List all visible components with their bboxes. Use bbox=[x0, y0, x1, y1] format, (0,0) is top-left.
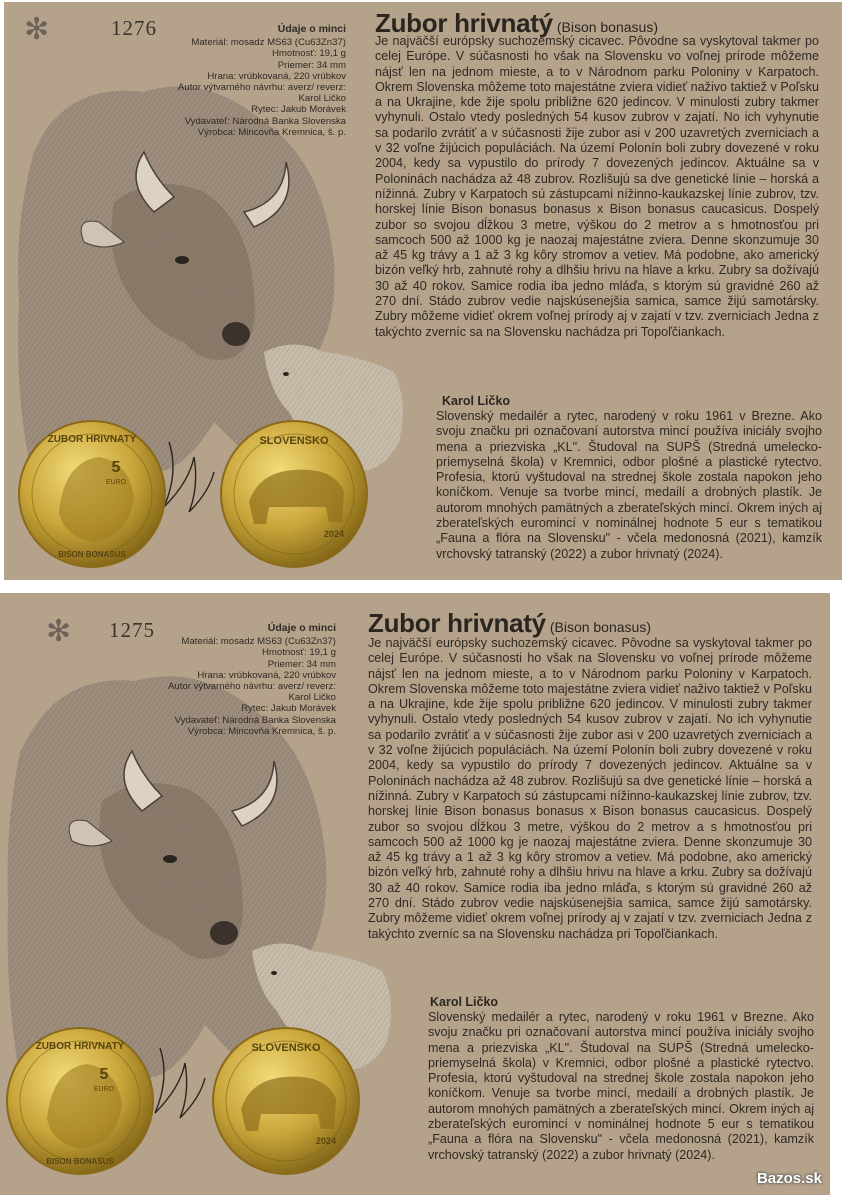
description-text: Je najväčší európsky suchozemský cicavec. Pôvodne sa vyskytoval takmer po celej Európe. V súčasnosti ho však na Slovensku vo voľnej prírode môžeme nájsť len na jednom mieste, a to v Národnom parku Poloniny v Karpatoch. Okrem Slovenska môžeme toto majestátne zviera vidieť naživo taktiež v Poľsku a na Ukrajine, kde žije spolu približne 620 jedincov. V minulosti zubry takmer vyhynuli. Ostalo vtedy posledných 54 kusov zubrov v zajatí. No ich vyhynutie sa podarilo zvrátiť a v súčasnosti žije zubor asi v 200 uzavretých zverniciach a v 32 voľne žijúcich populáciách. Na území Polonín boli zubry dovezené v roku 2004, kedy sa vypustilo do prírody 7 dovezených jedincov. Aktuálne sa v Poloninách nachádza až 48 zubrov. Rozlišujú sa dve genetické línie – horská a nížinná. Zubry v Karpatoch sú zástupcami nížinno-kaukazskej línie zubrov, tzv. horskej línie Bison bonasus bonasus x Bison bonasus caucasicus. Dospelý zubor so svojou dĺžkou 3 metre, výškou do 2 metrov a s hmotnosťou pri samcoch 500 až 1000 kg je naozaj majestátne zviera. Denne skonzumuje 30 až 45 kg trávy a 1 až 3 kg kôry stromov a vetiev. Má podobne, ako americký bizón veľký hrb, zahnuté rohy a dlhšiu hrivu na hlave a krku. Zubry sa dožívajú 30 až 40 rokov. Samice rodia iba jedno mláďa, s ktorým sú gravidné 260 až 270 dní. Stádo zubrov vedie najskúsenejšia samica, samce žijú samotársky. Zubry môžeme vidieť okrem voľnej prírody aj v zajatí v tzv. zverniciach Jedna z takýchto zverníc sa na Slovensku nachádza pri Topoľčiankach. bbox=[375, 34, 819, 339]
coin-obverse-top-legend: ZUBOR HRIVNATÝ bbox=[35, 1041, 125, 1052]
title-latin: (Bison bonasus) bbox=[549, 619, 651, 635]
author-bio: Slovenský medailér a rytec, narodený v roku 1961 v Brezne. Ako svoju značku pri označovaní autorstva mincí používa iniciály svojho mena a priezviska „KL". Študoval na SUPŠ (Stredná umelecko-priemyselná škola) v Kremnici, odbor plošné a plastické rytectvo. Profesia, ktorú vyštudoval na strednej škole zostala napokon jeho koníčkom. Venuje sa tvorbe mincí, medailí a drobných plastík. Je autorom mnohých pamätných a zberateľských mincí. Okrem iných aj zberateľských euromincí v nominálnej hodnote 5 eur s tematikou „Fauna a flóra na Slovensku" - včela medonosná (2021), kamzík vrchovský tatranský (2022) a zubor hrivnatý (2024). bbox=[436, 409, 822, 561]
page-title bbox=[368, 608, 651, 639]
coin-info-line: Rytec: Jakub Morávek bbox=[251, 104, 346, 116]
coin-obverse-bottom-legend: BISON BONASUS bbox=[46, 1157, 114, 1166]
coin-value: 5 bbox=[111, 459, 121, 476]
coin-info-line: Rytec: Jakub Morávek bbox=[241, 703, 336, 715]
coin-info-line: Hrana: vrúbkovaná, 220 vrúbkov bbox=[197, 669, 336, 681]
coin-value: 5 bbox=[99, 1066, 109, 1083]
coin-info-line: Vydavateľ: Národná Banka Slovenska bbox=[184, 115, 346, 127]
star-ornament: ✻ bbox=[46, 614, 72, 649]
coin-info-line: Vydavateľ: Národná Banka Slovenska bbox=[174, 714, 336, 726]
coin-info-heading: Údaje o minci bbox=[277, 23, 346, 35]
serial-number: 1276 bbox=[111, 16, 157, 40]
coin-card-1275 bbox=[0, 593, 830, 1195]
coin-info-heading: Údaje o minci bbox=[267, 622, 336, 634]
coin-info-line: Výrobca: Mincovňa Kremnica, š. p. bbox=[187, 725, 336, 737]
coin-year: 2024 bbox=[315, 1136, 337, 1146]
coin-obverse-bottom-legend: BISON BONASUS bbox=[58, 550, 126, 559]
coin-reverse-legend: SLOVENSKO bbox=[251, 1042, 321, 1054]
coin-info-line: Hmotnosť: 19,1 g bbox=[272, 48, 346, 60]
coin-card-1276 bbox=[4, 2, 842, 580]
description-text: Je najväčší európsky suchozemský cicavec. Pôvodne sa vyskytoval takmer po celej Európe. V súčasnosti ho však na Slovensku vo voľnej prírode môžeme nájsť len na jednom mieste, a to v Národnom parku Poloniny v Karpatoch. Okrem Slovenska môžeme toto majestátne zviera vidieť naživo taktiež v Poľsku a na Ukrajine, kde žije spolu približne 620 jedincov. V minulosti zubry takmer vyhynuli. Ostalo vtedy posledných 54 kusov zubrov v zajatí. No ich vyhynutie sa podarilo zvrátiť a v súčasnosti žije zubor asi v 200 uzavretých zverniciach a v 32 voľne žijúcich populáciách. Na území Polonín boli zubry dovezené v roku 2004, kedy sa vypustilo do prírody 7 dovezených jedincov. Aktuálne sa v Poloninách nachádza až 48 zubrov. Rozlišujú sa dve genetické línie – horská a nížinná. Zubry v Karpatoch sú zástupcami nížinno-kaukazskej línie zubrov, tzv. horskej línie Bison bonasus bonasus x Bison bonasus caucasicus. Dospelý zubor so svojou dĺžkou 3 metre, výškou do 2 metrov a s hmotnosťou pri samcoch 500 až 1000 kg je naozaj majestátne zviera. Denne skonzumuje 30 až 45 kg trávy a 1 až 3 kg kôry stromov a vetiev. Má podobne, ako americký bizón veľký hrb, zahnuté rohy a dlhšiu hrivu na hlave a krku. Zubry sa dožívajú 30 až 40 rokov. Samice rodia iba jedno mláďa, s ktorým sú gravidné 260 až 270 dní. Stádo zubrov vedie najskúsenejšia samica, samce žijú samotársky. Zubry môžeme vidieť okrem voľnej prírody aj v zajatí v tzv. zverniciach Jedna z takýchto zverníc sa na Slovensku nachádza pri Topoľčiankach. bbox=[368, 636, 812, 941]
serial-number: 1275 bbox=[109, 618, 155, 642]
coin-currency: EURO bbox=[93, 1086, 115, 1093]
coin-obverse bbox=[7, 1028, 153, 1174]
coin-info-line: Autor výtvarného návrhu: averz/ reverz: Karol Ličko bbox=[168, 681, 336, 704]
coin-obverse bbox=[19, 421, 165, 567]
title-text: Zubor hrivnatý bbox=[368, 608, 546, 638]
coin-info-line: Priemer: 34 mm bbox=[277, 59, 346, 71]
star-ornament: ✻ bbox=[24, 12, 50, 47]
coin-reverse bbox=[221, 421, 367, 567]
author-name: Karol Ličko bbox=[442, 394, 511, 408]
author-name: Karol Ličko bbox=[430, 995, 499, 1009]
coin-reverse-legend: SLOVENSKO bbox=[259, 435, 329, 447]
coin-info-line: Materiál: mosadz MS63 (Cu63Zn37) bbox=[181, 636, 336, 648]
coin-info bbox=[146, 623, 336, 737]
watermark: Bazos.sk bbox=[756, 1170, 822, 1187]
coin-info-line: Výrobca: Mincovňa Kremnica, š. p. bbox=[197, 126, 346, 138]
coin-info-line: Hrana: vrúbkovaná, 220 vrúbkov bbox=[207, 70, 346, 82]
coin-year: 2024 bbox=[323, 529, 345, 539]
title-latin: (Bison bonasus) bbox=[556, 19, 658, 35]
coin-info bbox=[156, 24, 346, 138]
adult-bison-drawing bbox=[8, 676, 392, 1088]
author-bio: Slovenský medailér a rytec, narodený v roku 1961 v Brezne. Ako svoju značku pri označovaní autorstva mincí používa iniciály svojho mena a priezviska „KL". Študoval na SUPŠ (Stredná umelecko-priemyselná škola) v Kremnici, odbor plošné a plastické rytectvo. Profesia, ktorú vyštudoval na strednej škole zostala napokon jeho koníčkom. Venuje sa tvorbe mincí, medailí a drobných plastík. Je autorom mnohých pamätných a zberateľských mincí. Okrem iných aj zberateľských euromincí v nominálnej hodnote 5 eur s tematikou „Fauna a flóra na Slovensku" - včela medonosná (2021), kamzík vrchovský tatranský (2022) a zubor hrivnatý (2024). bbox=[428, 1010, 814, 1162]
title-text: Zubor hrivnatý bbox=[375, 8, 553, 38]
coin-currency: EURO bbox=[105, 479, 127, 486]
coin-info-line: Hmotnosť: 19,1 g bbox=[262, 647, 336, 659]
coin-obverse-top-legend: ZUBOR HRIVNATÝ bbox=[47, 434, 137, 445]
coin-info-line: Autor výtvarného návrhu: averz/ reverz: Karol Ličko bbox=[178, 82, 346, 105]
coin-info-line: Priemer: 34 mm bbox=[267, 658, 336, 670]
coin-info-line: Materiál: mosadz MS63 (Cu63Zn37) bbox=[191, 37, 346, 49]
coin-reverse bbox=[213, 1028, 359, 1174]
